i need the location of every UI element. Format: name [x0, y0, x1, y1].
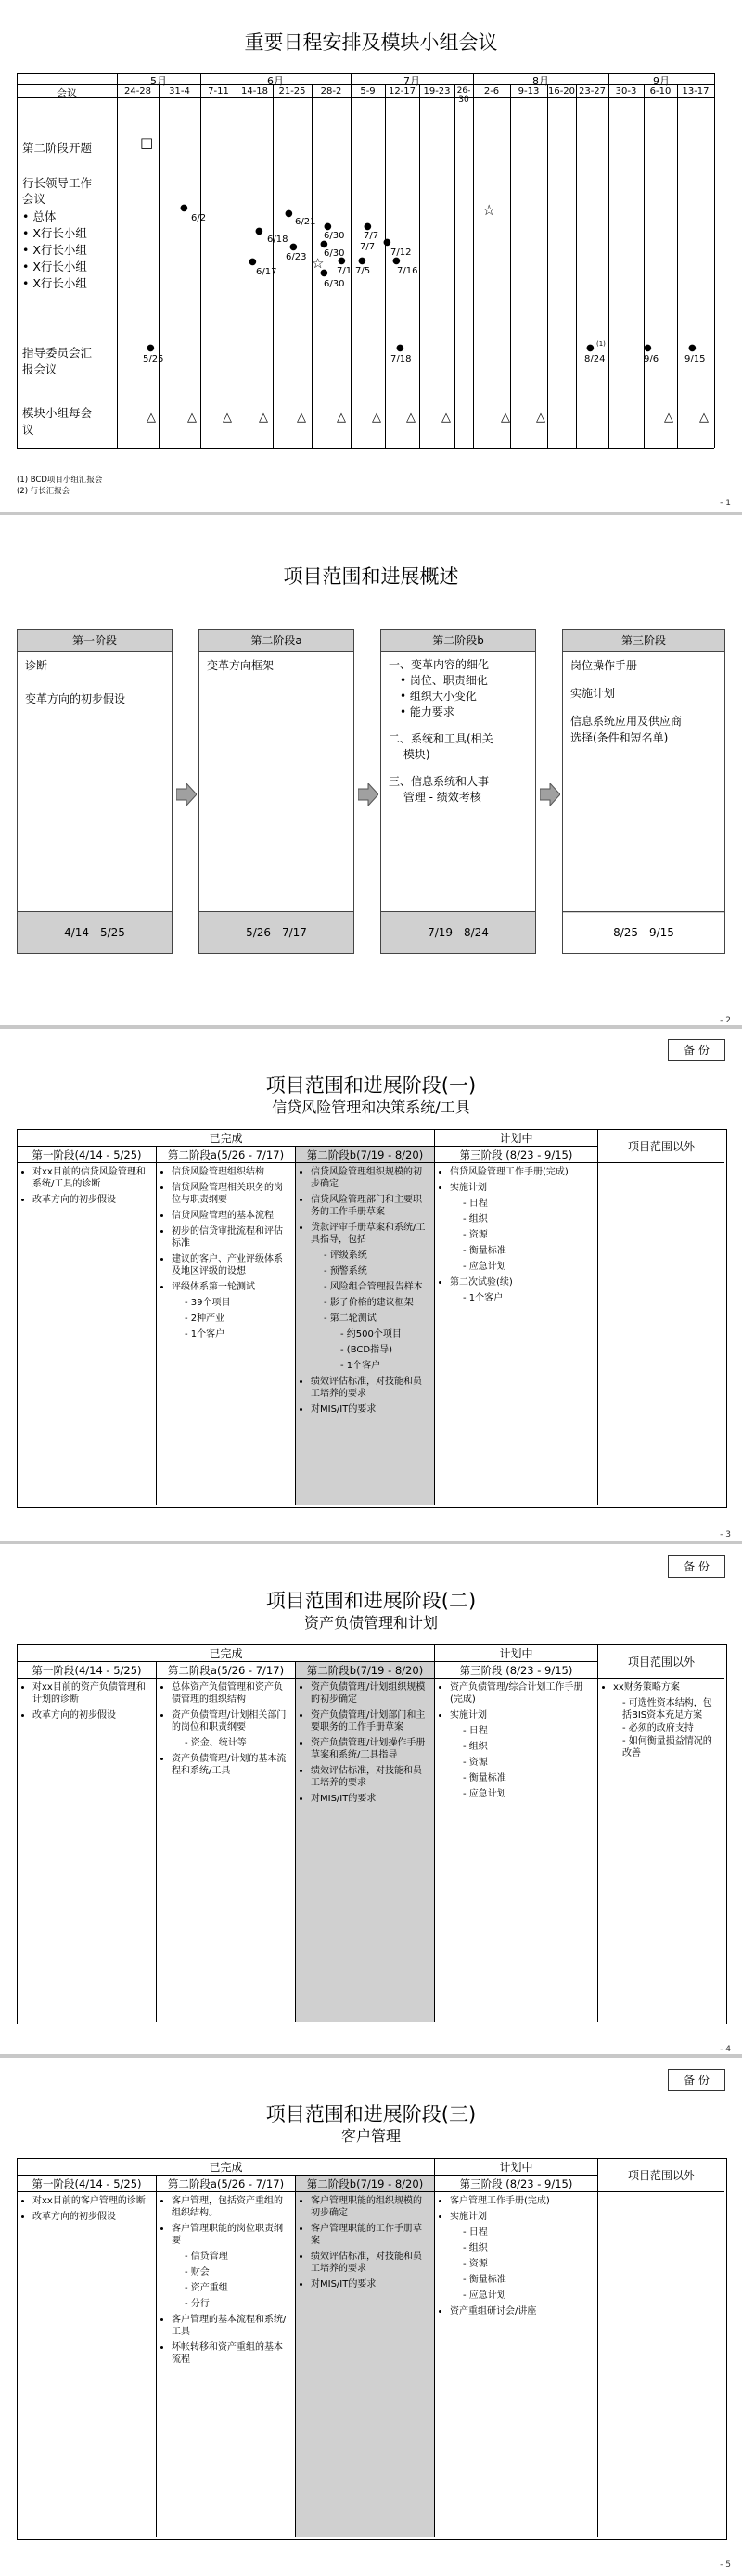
list-item: • 对MIS/IT的要求 [311, 1403, 430, 1415]
list-item: • 初步的信贷审批流程和评估标准 [172, 1225, 291, 1250]
col-phase2a [157, 1163, 296, 1505]
row-kickoff: 第二阶段开题 [22, 141, 93, 155]
header-done: 已完成 [18, 1130, 435, 1147]
col-header: 第三阶段 (8/23 - 9/15) [435, 1147, 598, 1163]
list-item: - 日程 [463, 1198, 594, 1210]
list-item: - 组织 [463, 2242, 594, 2254]
col-phase2b [296, 1679, 435, 2022]
date-label: 6/2 [191, 213, 207, 223]
dot-marker: ● [396, 343, 404, 353]
dot-marker: ● [383, 237, 391, 247]
list-item: • 信贷风险管理的基本流程 [172, 1210, 291, 1222]
list-item-text: 贷款评审手册草案和系统/工具指导，包括 [311, 1223, 426, 1245]
arrow-right-icon [358, 783, 378, 806]
list-item: - 1个客户 [463, 1292, 594, 1304]
week-label: 28-2 [320, 86, 342, 96]
col-header: 第二阶段b(7/19 - 8/20) [296, 2176, 435, 2192]
page-number: - 1 [720, 499, 731, 508]
phase-line: 一、变革内容的细化 [389, 658, 490, 671]
date-label: 9/15 [684, 354, 706, 364]
list-item: - 日程 [463, 2227, 594, 2239]
list-item: - 1个客户 [340, 1360, 430, 1372]
date-label: 7/18 [390, 354, 412, 364]
list-item-text: 实施计划 [450, 2212, 487, 2222]
list-item: • 绩效评估标准，对技能和员工培养的要求 [311, 2251, 430, 2275]
dot-marker: ● [324, 222, 332, 232]
phase-dates: 5/26 - 7/17 [246, 926, 307, 939]
col-phase3 [435, 1163, 598, 1505]
date-label: 7/16 [397, 266, 418, 276]
list-item: • 对xx目前的信贷风险管理和系统/工具的诊断 [32, 1166, 152, 1190]
dot-marker: ● [147, 343, 155, 353]
list-item: - 衡量标准 [463, 1772, 594, 1784]
phase-line: 模块) [389, 748, 430, 761]
list-item: • 客户管理的基本流程和系统/工具 [172, 2314, 291, 2338]
triangle-marker: △ [297, 411, 306, 425]
week-label: 21-25 [278, 86, 306, 96]
triangle-marker: △ [406, 411, 416, 425]
list-item: • 信贷风险管理组织规模的初步确定 [311, 1166, 430, 1190]
list-item: - 预警系统 [324, 1265, 430, 1277]
page-number: - 4 [720, 2045, 731, 2054]
triangle-marker: △ [664, 411, 673, 425]
list-item: - 资金、统计等 [185, 1737, 291, 1749]
backup-badge: 备 份 [668, 2069, 725, 2091]
phase-body [563, 652, 724, 912]
list-item: - 资源 [463, 1757, 594, 1769]
col-phase2b [296, 2192, 435, 2537]
list-item: - (BCD指导) [340, 1344, 430, 1356]
header-outside: 项目范围以外 [598, 1645, 724, 1679]
progress-table [17, 1644, 727, 2024]
col-phase2a [157, 1679, 296, 2022]
date-label: 7/7 [364, 231, 379, 241]
month-july: 7月 [403, 75, 420, 87]
phase-line: 诊断 [25, 659, 48, 672]
list-item [172, 1281, 291, 1340]
col-header: 第二阶段b(7/19 - 8/20) [296, 1662, 435, 1679]
week-label: 24-28 [123, 86, 152, 96]
row-group: • X行长小组 [22, 276, 87, 290]
triangle-marker: △ [501, 411, 510, 425]
list-item: • 对MIS/IT的要求 [311, 2278, 430, 2290]
page-title: 项目范围和进展概述 [283, 565, 459, 588]
week-label: 31-4 [169, 86, 190, 96]
date-label: 5/25 [143, 354, 164, 364]
header-outside: 项目范围以外 [598, 1130, 724, 1163]
dot-marker: ● [255, 226, 263, 236]
phase-body [18, 652, 172, 912]
progress-table [17, 2158, 727, 2540]
list-item: - 财会 [185, 2266, 291, 2278]
dot-marker: ● [338, 256, 346, 266]
list-item: • 资产负债管理/计划操作手册草案和系统/工具指导 [311, 1737, 430, 1761]
list-item: - 约500个项目 [340, 1328, 430, 1340]
header-planned: 计划中 [435, 1645, 598, 1662]
list-item: - 资产重组 [185, 2282, 291, 2294]
phase-line: 变革方向的初步假设 [25, 692, 126, 705]
date-label: 6/30 [324, 231, 345, 241]
col-phase3 [435, 1679, 598, 2022]
list-item: • 信贷风险管理相关职务的岗位与职责纲要 [172, 1182, 291, 1206]
list-item-text: 实施计划 [450, 1183, 487, 1193]
phase-line: 信息系统应用及供应商 [570, 715, 683, 728]
list-item: • 客户管理，包括资产重组的组织结构。 [172, 2195, 291, 2219]
dot-marker: ● [320, 239, 328, 249]
list-item: • 改革方向的初步假设 [32, 1194, 152, 1206]
list-item: • 信贷风险管理组织结构 [172, 1166, 291, 1178]
list-item [450, 1182, 594, 1273]
phase-card [562, 629, 725, 954]
list-item [450, 1709, 594, 1800]
list-item: - 39个项目 [185, 1297, 291, 1309]
phase-card [198, 629, 354, 954]
dot-marker: ● [358, 256, 366, 266]
list-item: - 信贷管理 [185, 2251, 291, 2263]
list-item: - 1个客户 [185, 1328, 291, 1340]
dot-marker: ● [644, 343, 652, 353]
date-label: 6/23 [286, 252, 307, 262]
list-item [450, 2211, 594, 2302]
phase-line: 选择(条件和短名单) [570, 731, 669, 744]
col-header: 第三阶段 (8/23 - 9/15) [435, 2176, 598, 2192]
star-marker: ☆ [312, 255, 325, 272]
list-item: - 2种产业 [185, 1313, 291, 1325]
list-item: - 资源 [463, 1229, 594, 1241]
date-label: 7/5 [355, 266, 371, 276]
week-label: 26-30 [456, 86, 471, 105]
col-phase2b [296, 1163, 435, 1505]
footnote-ref: (1) [596, 340, 606, 348]
list-item: - 分行 [185, 2298, 291, 2310]
list-item [311, 1222, 430, 1372]
page-title: 项目范围和进展阶段(二) [265, 1590, 477, 1612]
week-label: 16-20 [547, 86, 576, 96]
schedule-table [17, 73, 714, 448]
list-item: - 必须的政府支持 [622, 1722, 721, 1734]
slide-4-alm [0, 1544, 742, 2054]
list-item: - 评级系统 [324, 1250, 430, 1262]
week-label: 9-13 [518, 86, 540, 96]
col-header: 第一阶段(4/14 - 5/25) [18, 1147, 157, 1163]
col-header: 第一阶段(4/14 - 5/25) [18, 2176, 157, 2192]
month-may: 5月 [150, 75, 167, 87]
list-item: • 信贷风险管理工作手册(完成) [450, 1166, 594, 1178]
week-label: 23-27 [578, 86, 607, 96]
col-phase1 [18, 1679, 157, 2022]
slide-1-schedule [0, 0, 742, 512]
phase-name: 第一阶段 [18, 630, 172, 652]
row-group: • X行长小组 [22, 226, 87, 240]
date-label: 6/21 [295, 217, 316, 227]
col-outside [598, 1679, 724, 2022]
arrow-right-icon [176, 783, 197, 806]
progress-table [17, 1129, 727, 1508]
week-label: 6-10 [649, 86, 672, 96]
header-planned: 计划中 [435, 1130, 598, 1147]
dot-marker: ● [688, 343, 697, 353]
date-label: 6/18 [267, 235, 288, 245]
col-header: 第二阶段a(5/26 - 7/17) [157, 2176, 296, 2192]
list-item: • 资产负债管理/计划部门和主要职务的工作手册草案 [311, 1709, 430, 1733]
backup-badge: 备 份 [668, 1555, 725, 1578]
col-phase1 [18, 1163, 157, 1505]
header-outside: 项目范围以外 [598, 2159, 724, 2192]
col-phase3 [435, 2192, 598, 2537]
list-item [172, 2223, 291, 2310]
triangle-marker: △ [337, 411, 346, 425]
phase-body [381, 652, 535, 912]
list-item: • 客户管理职能的组织规模的初步确定 [311, 2195, 430, 2219]
date-label: 7/1 [337, 266, 352, 276]
phase-dates: 4/14 - 5/25 [64, 926, 125, 939]
footnotes [17, 475, 102, 497]
row-steering-2: 报会议 [22, 362, 58, 376]
triangle-marker: △ [536, 411, 545, 425]
date-label: 7/7 [360, 242, 376, 252]
dot-marker: ● [249, 257, 257, 267]
dot-marker: ● [586, 343, 595, 353]
header-done: 已完成 [18, 1645, 435, 1662]
list-item-text: xx财务策略方案 [613, 1682, 680, 1693]
dot-marker: ● [392, 256, 401, 266]
list-item [450, 1276, 594, 1304]
page-number: - 3 [720, 1530, 731, 1540]
list-item: • 资产负债管理/综合计划工作手册(完成) [450, 1681, 594, 1706]
phase-line: 二、系统和工具(相关 [389, 732, 493, 745]
dot-marker: ● [285, 209, 293, 219]
slide-5-customer [0, 2058, 742, 2576]
list-item: - 衡量标准 [463, 1245, 594, 1257]
list-item: • 信贷风险管理部门和主要职务的工作手册草案 [311, 1194, 430, 1218]
week-label: 14-18 [240, 86, 269, 96]
col-header: 第二阶段a(5/26 - 7/17) [157, 1147, 296, 1163]
phase-line: 三、信息系统和人事 [389, 775, 490, 788]
phase-name: 第三阶段 [563, 630, 724, 652]
header-planned: 计划中 [435, 2159, 598, 2176]
triangle-marker: △ [372, 411, 381, 425]
list-item: - 影子价格的建议框架 [324, 1297, 430, 1309]
kickoff-checkbox: □ [140, 134, 154, 151]
triangle-marker: △ [147, 411, 156, 425]
triangle-marker: △ [699, 411, 709, 425]
phase-name: 第二阶段b [381, 630, 535, 652]
triangle-marker: △ [259, 411, 268, 425]
list-item: - 衡量标准 [463, 2274, 594, 2286]
page-subtitle: 信贷风险管理和决策系统/工具 [272, 1098, 470, 1116]
list-item-text: 评级体系第一轮测试 [172, 1282, 255, 1292]
row-module-2: 议 [22, 423, 34, 437]
header-meeting: 会议 [57, 87, 77, 99]
dot-marker: ● [320, 268, 328, 278]
list-item: - 应急计划 [463, 2290, 594, 2302]
list-item-text: 客户管理职能的岗位职责纲要 [172, 2224, 283, 2246]
list-item: - 组织 [463, 1741, 594, 1753]
phase-card [17, 629, 173, 954]
phase-line: • 组织大小变化 [389, 690, 477, 703]
footnote-1: (1) BCD项目小组汇报会 [17, 476, 103, 485]
week-label: 7-11 [208, 86, 229, 96]
page-subtitle: 资产负债管理和计划 [303, 1614, 438, 1631]
col-phase2a [157, 2192, 296, 2537]
dot-marker: ● [180, 203, 188, 213]
list-item: • 对xx目前的客户管理的诊断 [32, 2195, 152, 2207]
list-item: - 应急计划 [463, 1788, 594, 1800]
list-item-text: 第二次试验(续) [450, 1277, 513, 1288]
list-item: - 如何衡量损益情况的改善 [622, 1735, 721, 1759]
star-marker: ☆ [482, 201, 496, 219]
month-september: 9月 [653, 75, 670, 87]
date-label: 8/24 [584, 354, 606, 364]
triangle-marker: △ [223, 411, 232, 425]
row-group: • X行长小组 [22, 260, 87, 273]
list-item: • 建议的客户、产业评级体系及地区评级的设想 [172, 1253, 291, 1277]
week-label: 12-17 [388, 86, 416, 96]
phase-dates: 8/25 - 9/15 [563, 913, 724, 953]
dot-marker: ● [289, 242, 298, 252]
week-label: 30-3 [615, 86, 637, 96]
list-item: • 客户管理工作手册(完成) [450, 2195, 594, 2207]
phase-line: 实施计划 [570, 687, 616, 700]
row-report-title-2: 会议 [22, 192, 46, 206]
date-label: 6/17 [256, 267, 277, 277]
list-item: - 应急计划 [463, 1261, 594, 1273]
phase-line: • 能力要求 [389, 705, 454, 718]
list-item: - 风险组合管理报告样本 [324, 1281, 430, 1293]
row-module: 模块小组每会 [22, 406, 93, 420]
list-item: • 对xx目前的资产负债管理和计划的诊断 [32, 1681, 152, 1706]
slide-3-credit-risk [0, 1029, 742, 1541]
week-label: 2-6 [483, 86, 500, 96]
date-label: 7/12 [390, 247, 412, 258]
list-item-text: 实施计划 [450, 1710, 487, 1720]
phase-dates: 7/19 - 8/24 [428, 926, 489, 939]
list-item: • 资产重组研讨会/讲座 [450, 2305, 594, 2317]
list-item: - 资源 [463, 2258, 594, 2270]
list-item: • 客户管理职能的工作手册草案 [311, 2223, 430, 2247]
list-item [324, 1313, 430, 1372]
page-title: 项目范围和进展阶段(三) [265, 2103, 477, 2126]
list-item [172, 1709, 291, 1749]
phase-name: 第二阶段a [199, 630, 353, 652]
footnote-2: (2) 行长汇报会 [17, 487, 70, 496]
list-item-text: 资产负债管理/计划相关部门的岗位和职责纲要 [172, 1710, 287, 1732]
col-header: 第二阶段a(5/26 - 7/17) [157, 1662, 296, 1679]
page-subtitle: 客户管理 [340, 2127, 401, 2145]
phase-line: 岗位操作手册 [570, 659, 638, 672]
header-done: 已完成 [18, 2159, 435, 2176]
phase-line: 变革方向框架 [207, 659, 275, 672]
list-item-text: 第二轮测试 [329, 1313, 377, 1324]
page-title: 项目范围和进展阶段(一) [265, 1074, 477, 1097]
phase-line: 管理 - 绩效考核 [389, 791, 481, 804]
col-phase1 [18, 2192, 157, 2537]
list-item: - 组织 [463, 1213, 594, 1225]
row-group: • X行长小组 [22, 243, 87, 257]
page-title: 重要日程安排及模块小组会议 [244, 32, 498, 54]
col-header: 第一阶段(4/14 - 5/25) [18, 1662, 157, 1679]
list-item: • 对MIS/IT的要求 [311, 1793, 430, 1805]
col-header: 第二阶段b(7/19 - 8/20) [296, 1147, 435, 1163]
week-label: 5-9 [360, 86, 376, 96]
date-label: 6/30 [324, 248, 345, 259]
phase-card [380, 629, 536, 954]
list-item [613, 1681, 721, 1759]
row-steering: 指导委员会汇 [22, 346, 93, 360]
list-item: • 坏帐转移和资产重组的基本流程 [172, 2341, 291, 2366]
month-june: 6月 [267, 75, 284, 87]
triangle-marker: △ [187, 411, 197, 425]
list-item: • 改革方向的初步假设 [32, 2211, 152, 2223]
dot-marker: ● [364, 222, 372, 232]
list-item: • 资产负债管理/计划组织规模的初步确定 [311, 1681, 430, 1706]
phase-line: • 岗位、职责细化 [389, 674, 488, 687]
list-item: - 可选性资本结构，包括BIS资本充足方案 [622, 1697, 721, 1721]
row-report-title: 行长领导工作 [22, 176, 93, 190]
list-item: - 日程 [463, 1725, 594, 1737]
phase-body [199, 652, 353, 912]
slide-2-overview [0, 515, 742, 1025]
backup-badge: 备 份 [668, 1039, 725, 1061]
list-item: • 改革方向的初步假设 [32, 1709, 152, 1721]
month-august: 8月 [532, 75, 549, 87]
week-label: 19-23 [423, 86, 451, 96]
list-item: • 绩效评估标准，对技能和员工培养的要求 [311, 1765, 430, 1789]
row-total: • 总体 [22, 209, 57, 223]
list-item: • 绩效评估标准，对技能和员工培养的要求 [311, 1376, 430, 1400]
page-number: - 5 [720, 2560, 731, 2570]
triangle-marker: △ [441, 411, 451, 425]
arrow-right-icon [540, 783, 560, 806]
list-item: • 总体资产负债管理和资产负债管理的组织结构 [172, 1681, 291, 1706]
week-label: 13-17 [682, 86, 710, 96]
col-header: 第三阶段 (8/23 - 9/15) [435, 1662, 598, 1679]
page-number: - 2 [720, 1016, 731, 1025]
date-label: 6/30 [324, 279, 345, 289]
list-item: • 资产负债管理/计划的基本流程和系统/工具 [172, 1753, 291, 1777]
date-label: 9/6 [644, 354, 659, 364]
